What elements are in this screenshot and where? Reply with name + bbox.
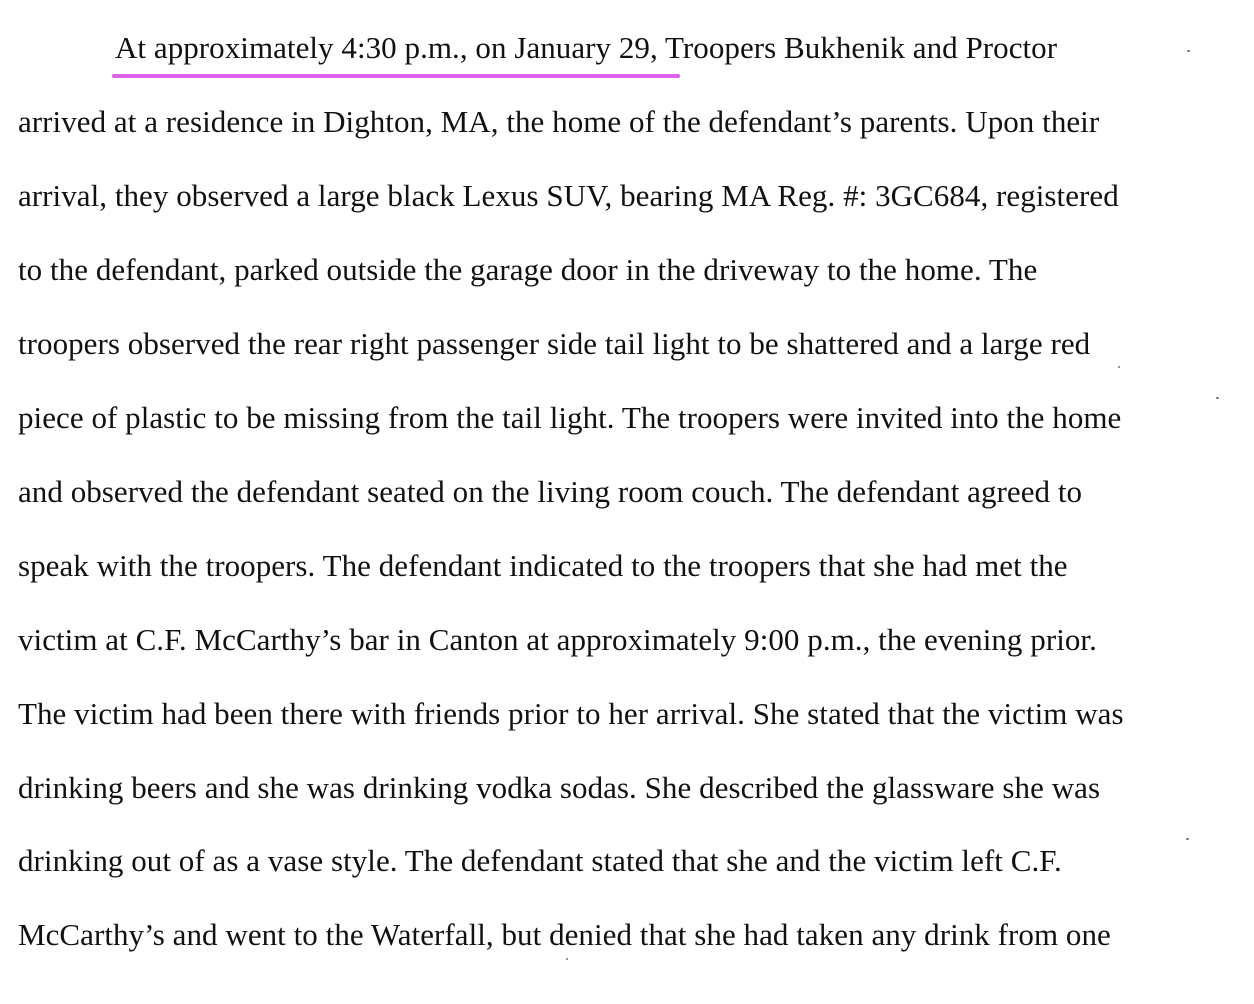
- paragraph-line-5: troopers observed the rear right passenger side tail light to be shattered and a large red: [18, 326, 1091, 361]
- scan-speck: [1118, 366, 1120, 368]
- paragraph-line-1: At approximately 4:30 p.m., on January 29, Troopers Bukhenik and Proctor: [115, 30, 1058, 65]
- paragraph-line-3: arrival, they observed a large black Lexus SUV, bearing MA Reg. #: 3GC684, registered: [18, 178, 1119, 213]
- paragraph-line-9: victim at C.F. McCarthy’s bar in Canton at approximately 9:00 p.m., the evening prior.: [18, 622, 1097, 657]
- paragraph-line-4: to the defendant, parked outside the garage door in the driveway to the home. The: [18, 252, 1038, 287]
- paragraph-line-11: drinking beers and she was drinking vodka sodas. She described the glassware she was: [18, 770, 1101, 805]
- paragraph-line-10: The victim had been there with friends prior to her arrival. She stated that the victim was: [18, 696, 1124, 731]
- highlight-underline: [112, 74, 680, 78]
- scan-speck: [1186, 838, 1189, 840]
- paragraph-line-8: speak with the troopers. The defendant indicated to the troopers that she had met the: [18, 548, 1068, 583]
- paragraph-line-2: arrived at a residence in Dighton, MA, the home of the defendant’s parents. Upon their: [18, 104, 1100, 139]
- paragraph-line-12: drinking out of as a vase style. The defendant stated that she and the victim left C.F.: [18, 843, 1062, 878]
- scan-speck: [1216, 397, 1219, 399]
- scan-speck: [566, 958, 568, 960]
- paragraph-line-13: McCarthy’s and went to the Waterfall, but denied that she had taken any drink from one: [18, 917, 1111, 952]
- paragraph-line-6: piece of plastic to be missing from the tail light. The troopers were invited into the home: [18, 400, 1122, 435]
- paragraph-line-7: and observed the defendant seated on the living room couch. The defendant agreed to: [18, 474, 1083, 509]
- scan-speck: [1187, 50, 1190, 52]
